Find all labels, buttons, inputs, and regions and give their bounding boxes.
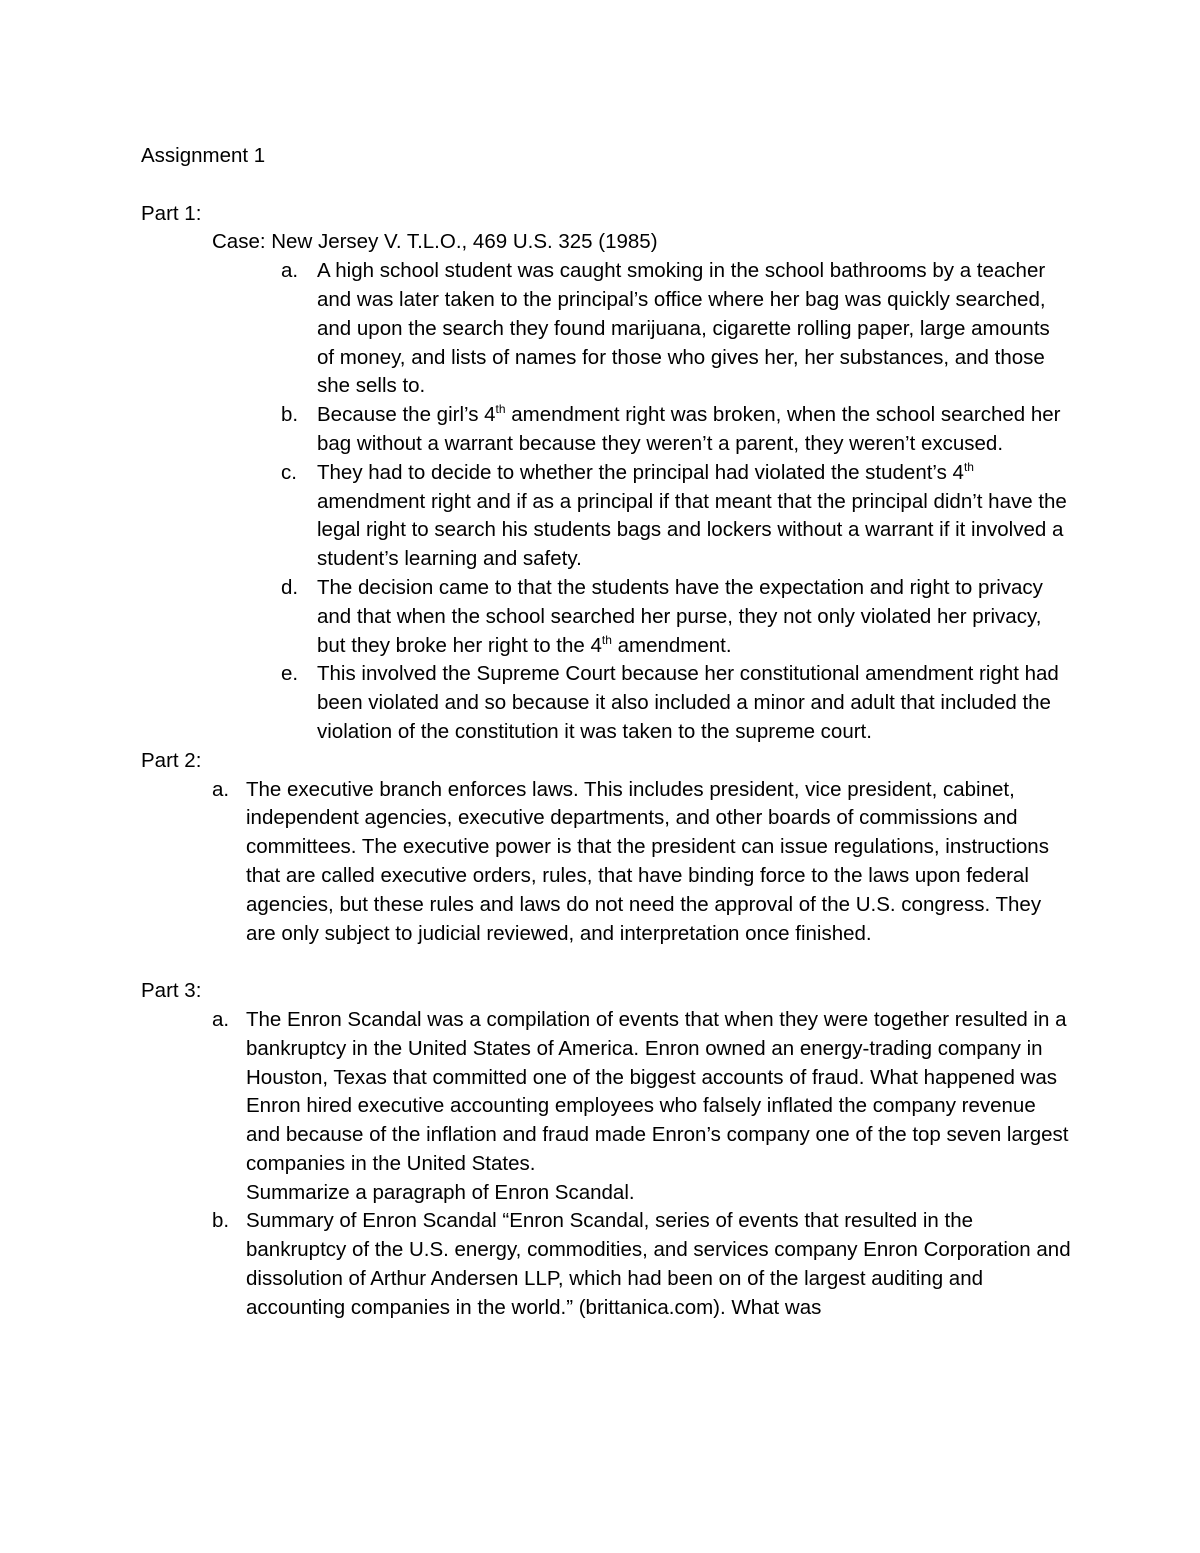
list-item-text: [317, 461, 1067, 570]
list-item: [281, 574, 1071, 660]
list-item: [212, 1207, 1071, 1322]
text-segment: amendment right was broken, when the school searched her bag without a warrant because they weren’t a parent, they weren’t excused.: [317, 403, 1061, 455]
superscript: th: [601, 632, 612, 647]
document-body: [141, 142, 1071, 1323]
list-item-text: The Enron Scandal was a compilation of events that when they were together resulted in a bankruptcy in the United States of America. Enron owned an energy-trading company in Houston, Texas that committed one of the biggest accounts of fraud. What happened was Enron hired executive accounting employees who falsely inflated the company revenue and because of the inflation and fraud made Enron’s company one of the top seven largest companies in the United States.: [246, 1007, 1069, 1175]
list-marker: b.: [212, 1209, 230, 1233]
text-segment: Because the girl’s 4: [317, 403, 496, 427]
list-item: [281, 401, 1071, 459]
list-marker: a.: [212, 777, 230, 801]
part2-heading: Part 2:: [141, 748, 202, 772]
text-segment: amendment.: [611, 633, 732, 657]
list-marker: b.: [281, 403, 299, 427]
part2-list: [212, 776, 1071, 949]
list-item-text: The executive branch enforces laws. This includes president, vice president, cabinet, independent agencies, executive departments, and other boards of commissions and committees. The executive power is that the president can issue regulations, instructions that are called executive orders, rules, that have binding force to the laws upon federal agencies, but these rules and laws do not need the approval of the U.S. congress. They are only subject to judicial reviewed, and interpretation once finished.: [246, 777, 1049, 945]
text-segment: amendment right and if as a principal if that meant that the principal didn’t have the legal right to search his students bags and lockers without a warrant if it involved a student’s learning and safety.: [317, 489, 1067, 571]
list-marker: e.: [281, 662, 299, 686]
part3-list: [212, 1006, 1071, 1323]
blank-line: [141, 171, 1071, 200]
list-item-text: This involved the Supreme Court because her constitutional amendment right had been violated and so because it also included a minor and adult that included the violation of the constitution it was taken to the supreme court.: [317, 662, 1059, 743]
superscript: th: [495, 402, 506, 417]
list-item-text: A high school student was caught smoking in the school bathrooms by a teacher and was later taken to the principal’s office where her bag was quickly searched, and upon the search they found marijuana, cigarette rolling paper, large amounts of money, and lists of names for those who gives her, her substances, and those she sells to.: [317, 259, 1050, 398]
list-item: [212, 1006, 1071, 1208]
blank-line: [141, 948, 1071, 977]
list-item: [281, 459, 1071, 574]
text-segment: The decision came to that the students have the expectation and right to privacy and that when the school searched her purse, they not only violated her privacy, but they broke her right to the 4: [317, 575, 1043, 657]
document-title: Assignment 1: [141, 144, 266, 167]
list-marker: d.: [281, 575, 299, 599]
part3-heading: Part 3:: [141, 979, 202, 1003]
list-marker: c.: [281, 460, 297, 484]
superscript: th: [963, 459, 974, 474]
list-item-text: Summary of Enron Scandal “Enron Scandal, series of events that resulted in the bankruptcy of the U.S. energy, commodities, and services company Enron Corporation and dissolution of Arthur Andersen LLP, which had been on of the largest auditing and accounting companies in the world.” (brittanica.com). What was: [246, 1209, 1071, 1319]
case-citation: Case: New Jersey V. T.L.O., 469 U.S. 325 (1985): [212, 230, 658, 254]
list-item-extra-line: Summarize a paragraph of Enron Scandal.: [246, 1180, 635, 1204]
part1-heading: Part 1:: [141, 201, 202, 225]
list-item: [281, 257, 1071, 401]
list-item-text: [317, 576, 1043, 657]
part1-list: [281, 257, 1071, 747]
list-item-text: [317, 403, 1061, 455]
list-item: [281, 660, 1071, 746]
list-marker: a.: [212, 1007, 230, 1031]
list-item: [212, 776, 1071, 949]
text-segment: They had to decide to whether the principal had violated the student’s 4: [317, 460, 964, 484]
list-marker: a.: [281, 259, 299, 283]
